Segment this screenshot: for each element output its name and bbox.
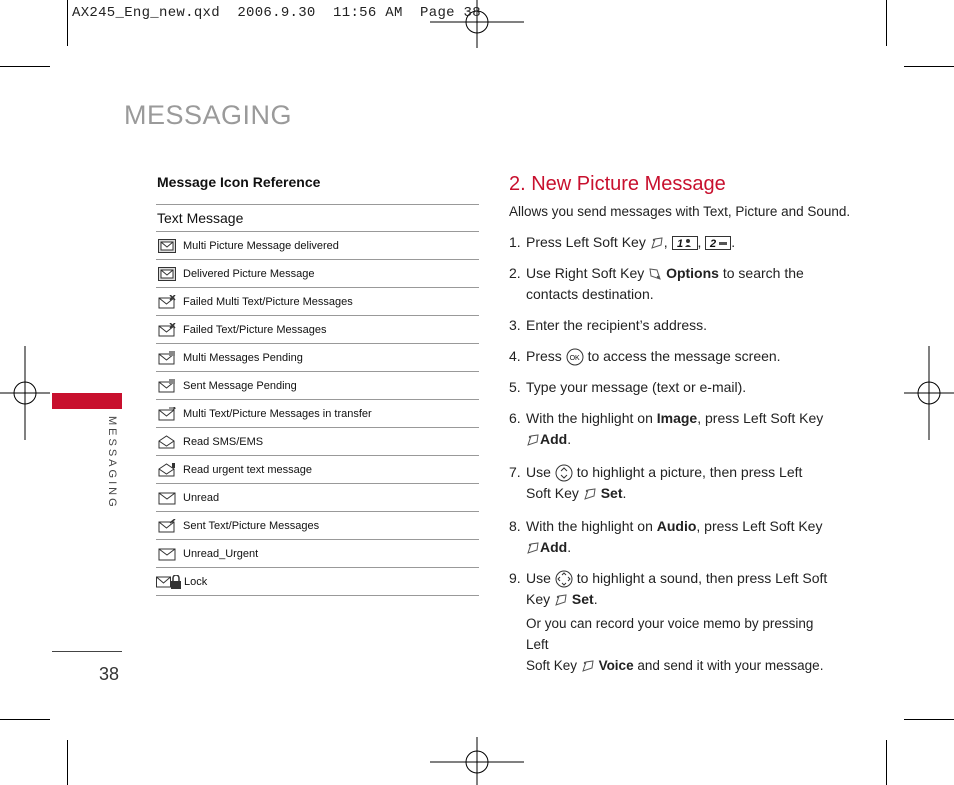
icon-label: Sent Message Pending (183, 379, 297, 392)
unread-icon (158, 491, 176, 505)
note-text: Soft Key (526, 658, 578, 673)
step-number: 8. (509, 518, 521, 534)
step-text: With the highlight on (526, 518, 653, 534)
step-number: 1. (509, 234, 521, 250)
step-9 (509, 568, 839, 610)
step-text: , press Left Soft Key (697, 410, 824, 426)
registration-mark (430, 737, 524, 785)
icon-label: Failed Text/Picture Messages (183, 323, 327, 336)
step-number: 5. (509, 379, 521, 395)
step-number: 3. (509, 317, 521, 333)
step-number: 6. (509, 410, 521, 426)
crop-mark (0, 719, 50, 720)
nav-four-way-key-icon (555, 570, 573, 588)
table-row (156, 260, 479, 288)
lock-icon (156, 575, 182, 589)
step-text: Soft Key (526, 485, 579, 501)
failed-multi-icon (158, 295, 176, 309)
registration-mark (904, 346, 954, 440)
step-text-continued (509, 589, 839, 610)
set-label: Set (600, 485, 623, 501)
table-row (156, 456, 479, 484)
step-text-continued (509, 537, 839, 558)
step-text: Key (526, 591, 551, 607)
step-text-continued (509, 483, 839, 504)
icon-label: Read SMS/EMS (183, 435, 264, 448)
add-label: Add (540, 431, 568, 447)
left-soft-key-icon (650, 236, 664, 250)
nav-up-down-key-icon (555, 464, 573, 482)
step-1 (509, 232, 839, 253)
step-text: Type your message (text or e-mail). (526, 379, 747, 395)
crop-mark (67, 740, 68, 785)
key-2-icon (705, 236, 731, 250)
step-text: Enter the recipient’s address. (526, 317, 708, 333)
separator: , (697, 234, 702, 250)
step-text: Use (526, 570, 551, 586)
icon-label: Multi Messages Pending (183, 351, 303, 364)
ok-key-icon (566, 348, 584, 366)
set-label: Set (571, 591, 594, 607)
options-label: Options (666, 265, 719, 281)
icon-reference-table (156, 204, 479, 596)
new-picture-message-title: 2. New Picture Message (509, 173, 726, 195)
picture-delivered-icon (158, 267, 176, 281)
right-soft-key-icon (648, 267, 662, 281)
step-number: 4. (509, 348, 521, 364)
table-row (156, 428, 479, 456)
left-soft-key-icon (554, 593, 568, 607)
registration-mark (0, 346, 50, 440)
icon-reference-title: Message Icon Reference (157, 174, 321, 190)
multi-picture-delivered-icon (158, 239, 176, 253)
step-number: 7. (509, 464, 521, 480)
crop-mark (886, 0, 887, 46)
separator: . (567, 539, 572, 555)
icon-label: Failed Multi Text/Picture Messages (183, 295, 353, 308)
step-6 (509, 408, 839, 450)
page-number-rule (52, 651, 122, 652)
sent-icon (158, 519, 176, 533)
step-text: to access the message screen. (587, 348, 781, 364)
table-row (156, 540, 479, 568)
table-row (156, 372, 479, 400)
separator: . (567, 431, 572, 447)
print-slug: AX245_Eng_new.qxd 2006.9.30 11:56 AM Page 38 (72, 5, 481, 21)
step-text: to search the (722, 265, 804, 281)
separator: , (663, 234, 668, 250)
step-text: Use (526, 464, 551, 480)
icon-label: Multi Text/Picture Messages in transfer (183, 407, 372, 420)
separator: . (622, 485, 627, 501)
step-text: Press Left Soft Key (526, 234, 646, 250)
section-tab-marker (52, 393, 122, 409)
crop-mark (67, 0, 68, 46)
step-text-continued: contacts destination. (526, 286, 654, 302)
step-8 (509, 516, 839, 558)
table-row (156, 344, 479, 372)
icon-label: Unread_Urgent (183, 547, 259, 560)
step-7 (509, 462, 839, 504)
note-text-continued (509, 655, 839, 676)
ok-key-label: OK (569, 355, 580, 363)
table-row (156, 232, 479, 260)
step-text: With the highlight on (526, 410, 653, 426)
crop-mark (886, 740, 887, 785)
note-text: and send it with your message. (637, 658, 824, 673)
table-row (156, 316, 479, 344)
left-soft-key-icon (526, 433, 540, 447)
step-text: to highlight a picture, then press Left (576, 464, 803, 480)
add-label: Add (540, 539, 568, 555)
table-row (156, 484, 479, 512)
side-section-label: MESSAGING (106, 416, 118, 510)
step-5 (509, 377, 839, 398)
step-text: , press Left Soft Key (696, 518, 823, 534)
table-row (156, 512, 479, 540)
icon-label: Read urgent text message (183, 463, 313, 476)
step-4 (509, 346, 839, 367)
multi-pending-icon (158, 351, 176, 365)
read-sms-icon (158, 435, 176, 449)
failed-icon (158, 323, 176, 337)
multi-transfer-icon (158, 407, 176, 421)
left-soft-key-icon (581, 659, 595, 673)
step-text: to highlight a sound, then press Left Soft (576, 570, 828, 586)
crop-mark (904, 66, 954, 67)
step-text: Press (526, 348, 562, 364)
voice-label: Voice (598, 658, 634, 673)
sent-pending-icon (158, 379, 176, 393)
section-title: MESSAGING (124, 100, 293, 130)
icon-label: Lock (184, 575, 208, 588)
audio-label: Audio (656, 518, 697, 534)
key-2-label: 2 (710, 238, 717, 251)
step-text: Use Right Soft Key (526, 265, 645, 281)
note-text: Or you can record your voice memo by pressing Left (526, 616, 814, 652)
step-3 (509, 315, 839, 336)
separator: . (593, 591, 598, 607)
table-row (156, 400, 479, 428)
left-soft-key-icon (583, 487, 597, 501)
table-row (156, 568, 479, 596)
step-number: 2. (509, 265, 521, 281)
unread-urgent-icon (158, 547, 176, 561)
step-number: 9. (509, 570, 521, 586)
crop-mark (904, 719, 954, 720)
step-2 (509, 263, 839, 305)
left-soft-key-icon (526, 541, 540, 555)
icon-label: Multi Picture Message delivered (183, 239, 339, 252)
icon-label: Sent Text/Picture Messages (183, 519, 320, 532)
intro-text: Allows you send messages with Text, Picture and Sound. (509, 204, 851, 219)
image-label: Image (656, 410, 698, 426)
read-urgent-icon (158, 463, 176, 477)
key-1-icon (672, 236, 698, 250)
separator: . (731, 234, 736, 250)
page-number: 38 (99, 664, 120, 684)
key-1-label: 1 (676, 238, 683, 251)
table-row (156, 288, 479, 316)
icon-label: Delivered Picture Message (183, 267, 315, 280)
crop-mark (0, 66, 50, 67)
step-text-continued (509, 429, 839, 450)
voice-memo-note (509, 613, 839, 676)
icon-label: Unread (183, 491, 220, 504)
table-header: Text Message (156, 204, 479, 232)
